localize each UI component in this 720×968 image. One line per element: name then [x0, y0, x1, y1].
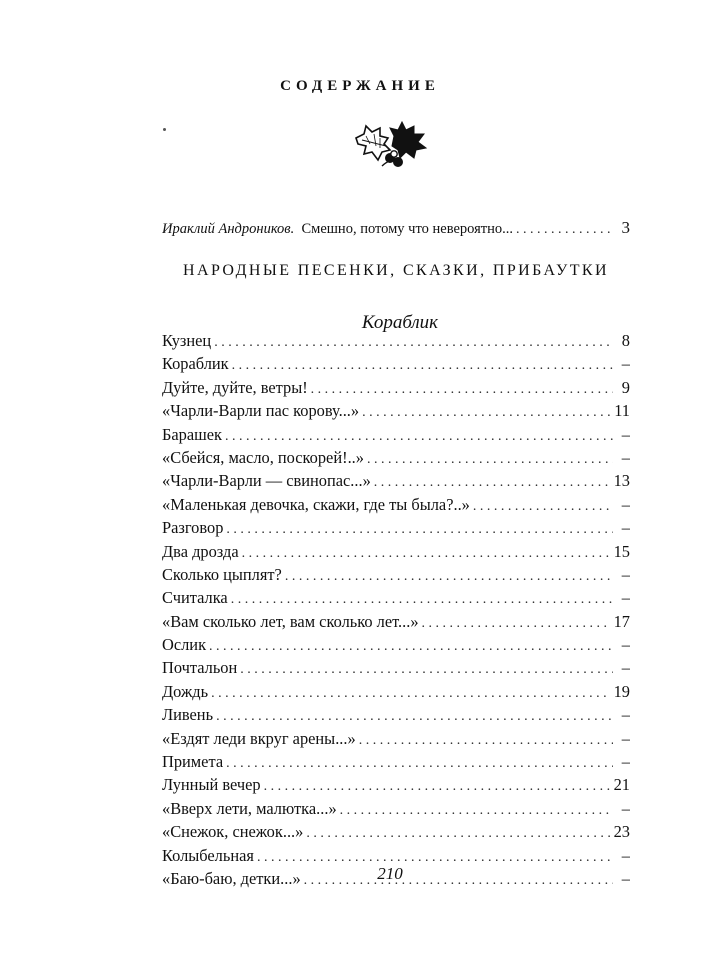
entry-page-number: 17: [613, 611, 630, 631]
entry-title: Дуйте, дуйте, ветры!: [162, 377, 308, 397]
toc-entry[interactable]: [162, 448, 630, 471]
entry-title: «Чарли-Варли пас корову...»: [162, 401, 360, 421]
dot-leader: [226, 756, 613, 772]
entry-page-number: –: [621, 424, 630, 444]
dot-leader: [214, 335, 613, 351]
dot-leader: [306, 826, 610, 842]
entry-page-number: –: [621, 728, 630, 748]
toc-entry[interactable]: [162, 542, 630, 565]
entry-title: «Снежок, снежок...»: [162, 822, 304, 842]
entry-title: Ливень: [162, 705, 214, 725]
entry-page-number: –: [621, 635, 630, 655]
toc-entry[interactable]: [162, 752, 630, 775]
toc-entry[interactable]: [162, 705, 630, 728]
dot-leader: [311, 382, 613, 398]
toc-entry[interactable]: [162, 729, 630, 752]
page-title: СОДЕРЖАНИЕ: [280, 78, 440, 94]
intro-essay-title: Смешно, потому что невероятно...: [301, 221, 514, 237]
dot-leader: [359, 733, 613, 749]
toc-entry[interactable]: [162, 495, 630, 518]
dot-leader: [367, 452, 613, 468]
section-title: НАРОДНЫЕ ПЕСЕНКИ, СКАЗКИ, ПРИБАУТКИ: [183, 262, 609, 279]
entry-title: Разговор: [162, 518, 224, 538]
entry-page-number: –: [621, 354, 630, 374]
entry-title: Барашек: [162, 424, 223, 444]
dot-leader: [264, 779, 611, 795]
entry-page-number: –: [621, 705, 630, 725]
entry-page-number: –: [621, 588, 630, 608]
entry-page-number: –: [621, 752, 630, 772]
entry-title: «Баю-баю, детки...»: [162, 868, 301, 888]
dot-leader: [516, 222, 613, 238]
dot-leader: [340, 803, 613, 819]
entry-title: Почтальон: [162, 658, 238, 678]
entry-title: Считалка: [162, 588, 228, 608]
page-number: 210: [377, 864, 403, 883]
toc-entry-list: [162, 331, 630, 892]
dot-leader: [240, 662, 613, 678]
toc-entry[interactable]: [162, 822, 630, 845]
toc-entry[interactable]: [162, 354, 630, 377]
entry-title: «Ездят леди вкруг арены...»: [162, 728, 356, 748]
entry-page-number: –: [621, 494, 630, 514]
entry-page-number: 11: [614, 401, 630, 421]
dot-leader: [232, 358, 613, 374]
entry-title: «Вверх лети, малютка...»: [162, 798, 337, 818]
entry-page-number: –: [621, 845, 630, 865]
entry-title: «Сбейся, масло, поскорей!..»: [162, 447, 364, 467]
toc-entry[interactable]: [162, 799, 630, 822]
toc-entry[interactable]: [162, 588, 630, 611]
intro-author: Ираклий Андроников.: [162, 221, 295, 237]
entry-title: «Маленькая девочка, скажи, где ты была?..»: [162, 494, 470, 514]
entry-title: Дождь: [162, 681, 209, 701]
dot-leader: [285, 569, 613, 585]
toc-entry[interactable]: [162, 682, 630, 705]
toc-entry-intro[interactable]: [162, 218, 630, 238]
dot-leader: [422, 616, 611, 632]
intro-page-number: 3: [621, 218, 630, 237]
dot-leader: [216, 709, 613, 725]
print-speck: [163, 128, 166, 131]
toc-entry[interactable]: [162, 471, 630, 494]
entry-page-number: 15: [613, 541, 630, 561]
entry-page-number: –: [621, 798, 630, 818]
holly-leaves-icon: [352, 116, 436, 176]
toc-entry[interactable]: [162, 658, 630, 681]
toc-entry[interactable]: [162, 635, 630, 658]
entry-page-number: –: [621, 518, 630, 538]
entry-title: Колыбельная: [162, 845, 254, 865]
entry-title: Кузнец: [162, 331, 212, 350]
dot-leader: [362, 405, 611, 421]
dot-leader: [473, 499, 613, 515]
entry-title: Ослик: [162, 635, 207, 655]
entry-page-number: 23: [613, 822, 630, 842]
subsection-title: Кораблик: [361, 312, 439, 333]
toc-entry[interactable]: [162, 401, 630, 424]
entry-title: Два дрозда: [162, 541, 239, 561]
entry-page-number: –: [621, 658, 630, 678]
entry-title: Лунный вечер: [162, 775, 261, 795]
intro-title: [162, 221, 513, 238]
toc-entry[interactable]: [162, 612, 630, 635]
entry-page-number: –: [621, 868, 630, 888]
entry-title: «Чарли-Варли — свинопас...»: [162, 471, 371, 491]
entry-page-number: 13: [613, 471, 630, 491]
toc-entry[interactable]: [162, 775, 630, 798]
entry-title: Примета: [162, 752, 224, 772]
dot-leader: [226, 522, 613, 538]
entry-page-number: 21: [613, 775, 630, 795]
entry-title: Кораблик: [162, 354, 229, 374]
toc-entry[interactable]: [162, 378, 630, 401]
toc-entry[interactable]: [162, 565, 630, 588]
toc-entry[interactable]: [162, 425, 630, 448]
entry-title: «Вам сколько лет, вам сколько лет...»: [162, 611, 419, 631]
dot-leader: [209, 639, 613, 655]
dot-leader: [242, 546, 611, 562]
entry-page-number: –: [621, 564, 630, 584]
entry-page-number: 9: [621, 377, 630, 397]
toc-entry[interactable]: [162, 331, 630, 354]
entry-page-number: –: [621, 447, 630, 467]
dot-leader: [211, 686, 611, 702]
entry-page-number: 8: [621, 331, 630, 350]
toc-entry[interactable]: [162, 518, 630, 541]
entry-title: Сколько цыплят?: [162, 564, 282, 584]
dot-leader: [374, 475, 611, 491]
dot-leader: [231, 592, 613, 608]
entry-page-number: 19: [613, 681, 630, 701]
dot-leader: [225, 429, 613, 445]
